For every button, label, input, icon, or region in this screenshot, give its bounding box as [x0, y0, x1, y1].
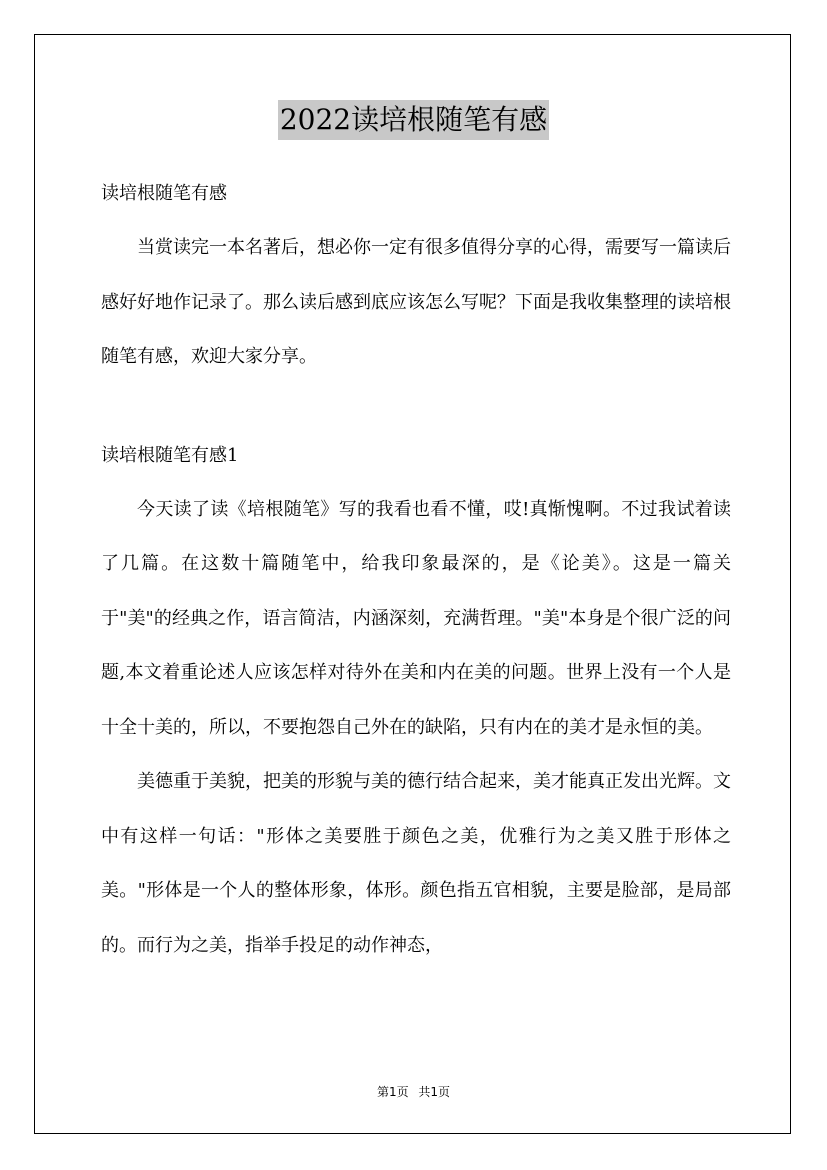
- page-footer: [0, 1082, 827, 1102]
- page-number: 第1页: [376, 1085, 409, 1099]
- document-body: [101, 167, 731, 973]
- section-spacer: [101, 385, 731, 429]
- title-container: [0, 100, 827, 140]
- body-paragraph-2: 美德重于美貌，把美的形貌与美的德行结合起来，美才能真正发出光辉。文中有这样一句话："形体之美要胜于颜色之美，优雅行为之美又胜于形体之美。"形体是一个人的整体形象，体形。颜色指五官相貌，主要是脸部，是局部的。而行为之美，指举手投足的动作神态，: [101, 771, 731, 956]
- document-title: 2022读培根随笔有感: [278, 100, 549, 140]
- body-paragraph-1: 今天读了读《培根随笔》写的我看也看不懂，哎!真惭愧啊。不过我试着读了几篇。在这数十篇随笔中，给我印象最深的，是《论美》。这是一篇关于"美"的经典之作，语言简洁，内涵深刻，充满哲理。"美"本身是个很广泛的问题,本文着重论述人应该怎样对待外在美和内在美的问题。世界上没有一个人是十全十美的，所以，不要抱怨自己外在的缺陷，只有内在的美才是永恒的美。: [101, 498, 731, 738]
- section-heading: 读培根随笔有感1: [101, 444, 239, 466]
- document-subtitle: 读培根随笔有感: [101, 183, 227, 204]
- intro-paragraph: 当赏读完一本名著后，想必你一定有很多值得分享的心得，需要写一篇读后感好好地作记录了。那么读后感到底应该怎么写呢？下面是我收集整理的读培根随笔有感，欢迎大家分享。: [101, 237, 731, 367]
- page-total: 共1页: [418, 1085, 451, 1099]
